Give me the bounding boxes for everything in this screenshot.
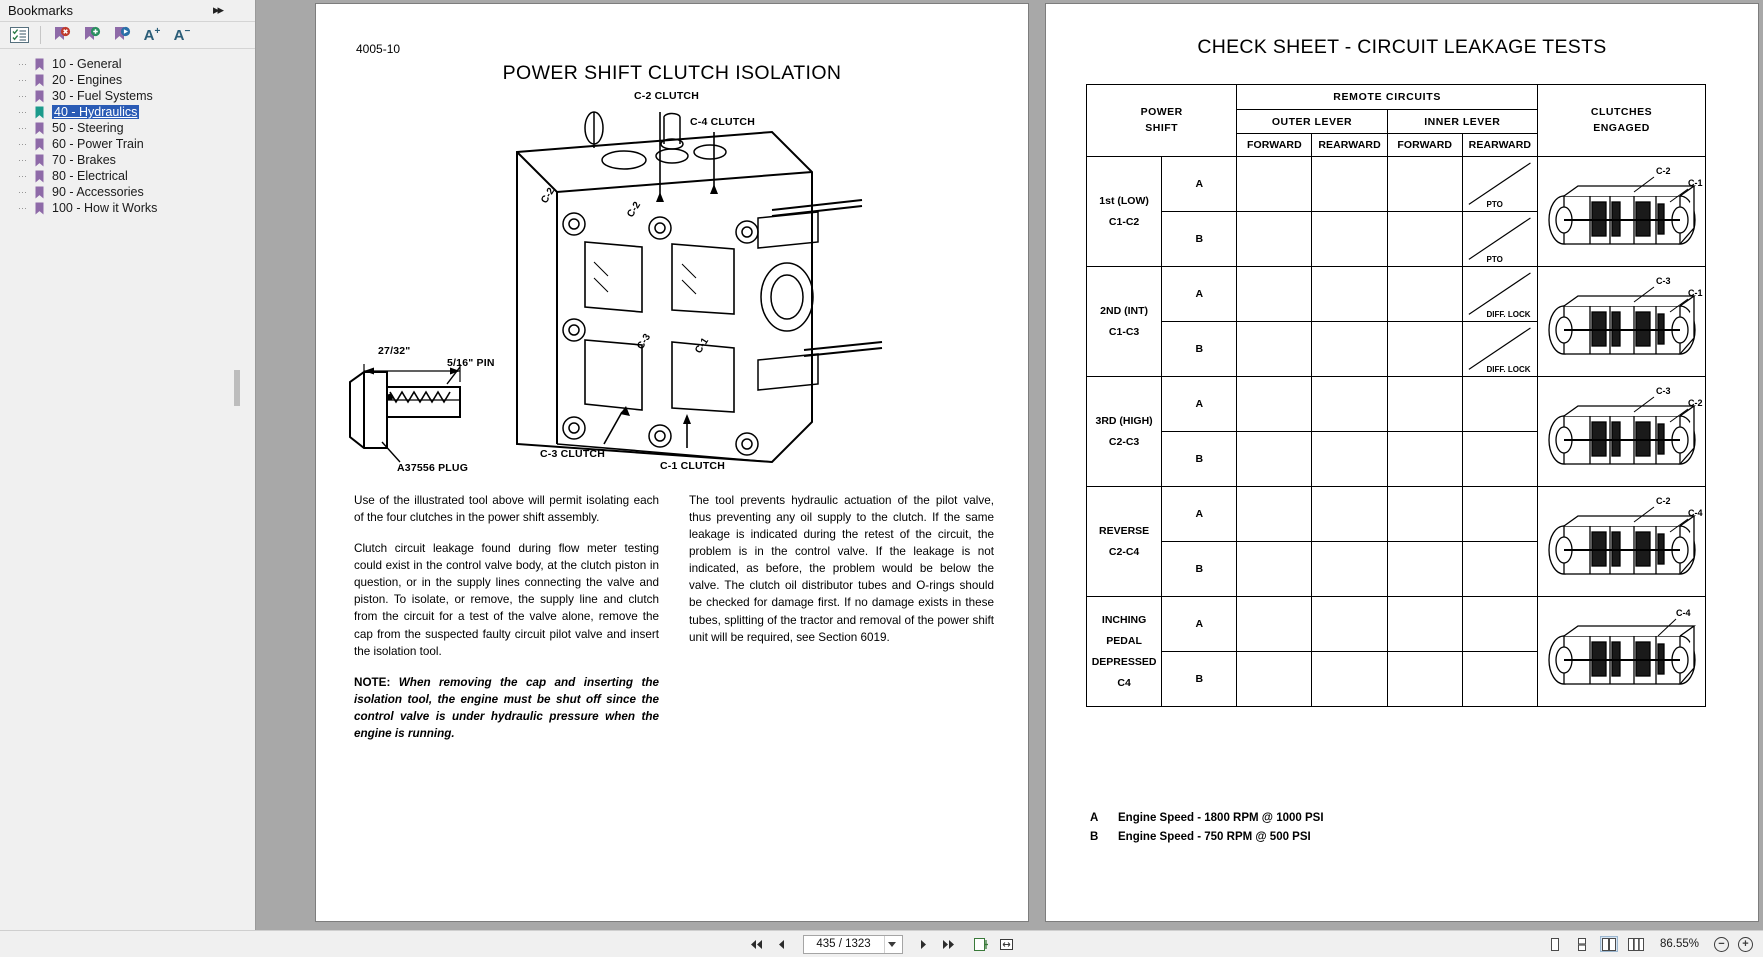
header-inner-lever: INNER LEVER [1387,110,1537,134]
leakage-entry-cell[interactable] [1462,212,1537,267]
leakage-entry-cell[interactable] [1312,432,1387,487]
gear-label-line: 3RD (HIGH) [1095,414,1153,427]
svg-text:C-3: C-3 [1656,385,1671,396]
svg-text:C-4: C-4 [1676,607,1691,618]
bookmark-item-label: 40 - Hydraulics [54,105,138,119]
leakage-entry-cell[interactable] [1237,212,1312,267]
figure-label-c2-clutch: C-2 CLUTCH [634,90,699,102]
two-page-cover-view-icon[interactable] [1627,936,1645,952]
clutch-assembly-diagram [1538,598,1705,706]
leakage-entry-cell[interactable] [1462,487,1537,542]
gear-label-line: 1st (LOW) [1099,194,1149,207]
leakage-entry-cell[interactable] [1237,542,1312,597]
leakage-entry-cell[interactable] [1237,267,1312,322]
table-legend [1090,809,1324,847]
legend-text: Engine Speed - 750 RPM @ 500 PSI [1118,830,1311,843]
font-increase-letter: A [143,27,155,44]
bookmark-item-label: 30 - Fuel Systems [52,89,153,103]
leakage-entry-cell[interactable] [1312,157,1387,212]
blocked-cell-label: PTO [1486,255,1503,264]
page-number-input[interactable] [804,937,884,951]
bookmarks-panel-title: Bookmarks [8,3,74,18]
legend-row [1090,809,1324,828]
bookmark-item-60[interactable] [0,136,255,152]
bookmark-item-10[interactable] [0,56,255,72]
tree-connector: ··· [18,203,27,213]
speed-condition-cell: A [1162,377,1237,432]
table-row [1087,597,1706,652]
bookmark-flag-icon [32,105,46,119]
gear-label-line: C4 [1117,676,1131,689]
bookmark-item-label: 20 - Engines [52,73,123,87]
leakage-entry-cell[interactable] [1312,267,1387,322]
bookmarks-list [0,49,255,216]
clutch-assembly-diagram [1538,158,1705,266]
page-navigation-group [0,935,1763,954]
header-clutches-line1: CLUTCHES [1590,105,1653,118]
svg-text:C-2: C-2 [1688,397,1703,408]
bookmark-flag-icon [32,89,46,103]
tree-connector: ··· [18,155,27,165]
legend-row [1090,828,1324,847]
leakage-entry-cell[interactable] [1387,652,1462,707]
header-outer-rearward: REARWARD [1312,134,1387,157]
legend-key: A [1090,812,1099,824]
tree-connector: ··· [18,59,27,69]
clutches-engaged-diagram-cell [1538,487,1706,597]
bookmark-options-icon[interactable] [107,23,137,47]
svg-text:C-1: C-1 [1688,177,1703,188]
bookmark-item-label: 60 - Power Train [52,137,144,151]
pdf-page-right [1046,4,1758,921]
speed-condition-cell: A [1162,157,1237,212]
tree-connector: ··· [18,187,27,197]
header-remote-circuits: REMOTE CIRCUITS [1237,85,1538,110]
gear-label-line: PEDAL [1106,634,1142,647]
gear-label-cell [1087,157,1162,267]
clutch-assembly-diagram [1538,268,1705,376]
legend-text: Engine Speed - 1800 RPM @ 1000 PSI [1118,812,1324,824]
speed-condition-cell: A [1162,267,1237,322]
leakage-entry-cell[interactable] [1462,157,1537,212]
zoom-in-icon[interactable]: + [1738,937,1753,952]
header-clutches-line2: ENGAGED [1593,121,1650,134]
gear-label-line: C1-C2 [1108,215,1140,228]
svg-text:C-2: C-2 [1656,165,1671,176]
table-head [1087,85,1706,157]
leakage-entry-cell[interactable] [1312,377,1387,432]
gear-label-line: DEPRESSED [1091,655,1157,668]
bookmark-item-90[interactable] [0,184,255,200]
font-decrease-letter: A [173,27,185,44]
toolbar-divider [40,26,41,44]
speed-condition-cell: B [1162,322,1237,377]
font-decrease-icon[interactable]: A− [173,26,191,44]
bookmark-flag-icon [32,57,46,71]
blocked-cell-label: DIFF. LOCK [1486,310,1531,319]
table-header-row-1 [1087,85,1706,110]
header-inner-rearward: REARWARD [1462,134,1537,157]
bookmark-delete-icon[interactable] [47,23,77,47]
leakage-entry-cell[interactable] [1462,542,1537,597]
note-body-text: When removing the cap and inserting the isolation tool, the engine must be shut off since the control valve is under hydraulic pressure when the engine is running. [354,675,659,740]
table-row [1087,267,1706,322]
scrolling-view-icon[interactable] [1573,936,1591,952]
figure-label-plug: A37556 PLUG [397,462,469,474]
leakage-entry-cell[interactable] [1237,652,1312,707]
header-outer-forward: FORWARD [1237,134,1312,157]
clutches-engaged-diagram-cell [1538,157,1706,267]
page-folio-number: 4005-10 [356,42,401,56]
bookmark-item-label: 90 - Accessories [52,185,144,199]
leakage-entry-cell[interactable] [1387,377,1462,432]
leakage-entry-cell[interactable] [1237,322,1312,377]
leakage-entry-cell[interactable] [1237,432,1312,487]
svg-text:C-2: C-2 [539,186,558,206]
svg-text:C-3: C-3 [1656,275,1671,286]
bookmark-item-50[interactable] [0,120,255,136]
speed-condition-cell: B [1162,652,1237,707]
bookmark-item-label: 10 - General [52,57,122,71]
bookmark-item-20[interactable] [0,72,255,88]
bookmark-item-80[interactable] [0,168,255,184]
left-page-body-columns [354,492,994,756]
bookmarks-titlebar [0,0,255,21]
leakage-entry-cell[interactable] [1387,542,1462,597]
svg-text:C-3: C-3 [635,332,654,352]
gear-label-cell [1087,377,1162,487]
gear-label-line: 2ND (INT) [1100,304,1148,317]
speed-condition-cell: B [1162,432,1237,487]
clutches-engaged-diagram-cell [1538,597,1706,707]
figure-label-c4-clutch: C-4 CLUTCH [690,116,755,128]
document-canvas[interactable] [256,0,1763,930]
speed-condition-cell: A [1162,487,1237,542]
leakage-entry-cell[interactable] [1387,597,1462,652]
circuit-leakage-check-table [1086,84,1706,707]
bookmark-item-label: 50 - Steering [52,121,124,135]
leakage-entry-cell[interactable] [1387,487,1462,542]
leakage-entry-cell[interactable] [1312,322,1387,377]
header-outer-lever: OUTER LEVER [1237,110,1387,134]
note-lead-label: NOTE: [354,675,391,689]
bookmarks-panel [0,0,256,930]
bookmark-flag-icon [32,137,46,151]
bookmark-flag-icon [32,73,46,87]
paragraph-clutch-leakage: Clutch circuit leakage found during flow meter testing could exist in the control valve body, at the clutch piston in question, or in the supply lines connecting the valve and piston. To isolate, or remove, the supply line and clutch from the circuit for a test of the valve alone, remove the cap from the suspected faulty circuit pilot valve and insert the isolation tool. [354,542,659,658]
bookmarks-toolbar [0,21,255,49]
bookmark-item-label: 70 - Brakes [52,153,116,167]
tree-connector: ··· [18,91,27,101]
svg-text:C-2: C-2 [625,200,644,220]
leakage-entry-cell[interactable] [1462,267,1537,322]
tree-connector: ··· [18,75,27,85]
single-page-view-icon[interactable] [1546,936,1564,952]
fit-page-icon[interactable] [974,935,990,953]
table-row [1087,157,1706,212]
chevron-down-icon[interactable] [884,936,900,953]
bookmark-item-70[interactable] [0,152,255,168]
zoom-level-label: 86.55% [1659,938,1699,950]
speed-condition-cell: B [1162,212,1237,267]
leakage-entry-cell[interactable] [1387,157,1462,212]
leakage-entry-cell[interactable] [1237,597,1312,652]
svg-text:C-2: C-2 [1656,495,1671,506]
leakage-entry-cell[interactable] [1312,652,1387,707]
header-inner-forward: FORWARD [1387,134,1462,157]
bookmark-item-label: 100 - How it Works [52,201,158,215]
last-page-icon[interactable] [941,935,957,953]
bookmark-item-100[interactable] [0,200,255,216]
gear-label-line: INCHING [1101,613,1147,626]
tree-connector: ··· [18,139,27,149]
bookmark-item-40[interactable] [0,104,255,120]
leakage-entry-cell[interactable] [1462,377,1537,432]
legend-key: B [1090,830,1099,843]
leakage-entry-cell[interactable] [1387,267,1462,322]
header-power-shift-line2: SHIFT [1145,121,1179,134]
figure-label-dimension: 27/32" [378,345,411,357]
zoom-out-icon[interactable]: − [1714,937,1729,952]
two-page-view-icon[interactable] [1600,936,1618,952]
left-page-title: POWER SHIFT CLUTCH ISOLATION [502,62,842,84]
page-number-box[interactable] [803,935,903,954]
leakage-entry-cell[interactable] [1462,597,1537,652]
leakage-entry-cell[interactable] [1387,432,1462,487]
scroll-tick [234,370,240,406]
clutch-assembly-diagram [1538,488,1705,596]
bookmark-item-30[interactable] [0,88,255,104]
gear-label-line: C1-C3 [1108,325,1140,338]
paragraph-tool-prevents: The tool prevents hydraulic actuation of the pilot valve, thus preventing any oil supply to the clutch. If the same leakage is indicated during the retest of the circuit, the problem is in the control valve. If the leakage is not indicated, as before, the problem would be below the valve. The clutch oil distributor tubes and O-rings should be checked for damage first. If no damage exists in these tubes, splitting of the tractor and removal of the power shift unit will be required, see Section 6019. [689,494,994,644]
table-body [1087,157,1706,707]
bookmark-flag-icon [32,169,46,183]
leakage-entry-cell[interactable] [1237,157,1312,212]
viewer-bottom-toolbar [0,930,1763,957]
leakage-entry-cell[interactable] [1237,487,1312,542]
tree-connector: ··· [18,171,27,181]
gear-label-cell [1087,267,1162,377]
clutches-engaged-diagram-cell [1538,377,1706,487]
svg-text:C-4: C-4 [1688,507,1703,518]
leakage-entry-cell[interactable] [1312,542,1387,597]
power-shift-clutch-isolation-figure [342,92,1002,492]
gear-label-cell [1087,487,1162,597]
figure-label-c1-clutch: C-1 CLUTCH [660,460,725,472]
speed-condition-cell: A [1162,597,1237,652]
body-column-2 [689,492,994,756]
bookmark-flag-icon [32,201,46,215]
leakage-entry-cell[interactable] [1312,597,1387,652]
first-page-icon[interactable] [749,935,765,953]
bookmark-flag-icon [32,185,46,199]
bookmark-flag-icon [32,153,46,167]
checklist-icon[interactable] [4,23,34,47]
clutch-assembly-diagram [1538,378,1705,486]
leakage-entry-cell[interactable] [1312,487,1387,542]
header-power-shift-line1: POWER [1140,105,1183,118]
double-chevron-right-icon[interactable]: ▸▸ [212,2,222,17]
leakage-entry-cell[interactable] [1312,212,1387,267]
leakage-entry-cell[interactable] [1387,212,1462,267]
bookmark-flag-icon [32,121,46,135]
previous-page-icon[interactable] [774,935,790,953]
leakage-entry-cell[interactable] [1237,377,1312,432]
gear-label-line: REVERSE [1098,524,1150,537]
svg-text:C-1: C-1 [1688,287,1703,298]
gear-label-line: C2-C4 [1108,545,1140,558]
header-power-shift [1087,85,1237,157]
bookmark-add-icon[interactable] [77,23,107,47]
note-paragraph [354,674,659,742]
tree-connector: ··· [18,107,27,117]
gear-label-cell [1087,597,1162,707]
leakage-entry-cell[interactable] [1462,652,1537,707]
clutches-engaged-diagram-cell [1538,267,1706,377]
paragraph-tool-use: Use of the illustrated tool above will permit isolating each of the four clutches in the power shift assembly. [354,494,659,525]
right-page-title: CHECK SHEET - CIRCUIT LEAKAGE TESTS [1197,36,1607,58]
header-clutches-engaged [1538,85,1706,157]
leakage-entry-cell[interactable] [1462,432,1537,487]
speed-condition-cell: B [1162,542,1237,597]
font-increase-icon[interactable]: A+ [143,26,161,44]
leakage-entry-cell[interactable] [1387,322,1462,377]
svg-text:C-1: C-1 [693,336,712,356]
blocked-cell-label: DIFF. LOCK [1486,365,1531,374]
gear-label-line: C2-C3 [1108,435,1140,448]
blocked-cell-label: PTO [1486,200,1503,209]
next-page-icon[interactable] [916,935,932,953]
fit-width-icon[interactable] [999,935,1015,953]
figure-label-c3-clutch: C-3 CLUTCH [540,448,605,460]
view-and-zoom-group [1546,936,1753,952]
bookmark-item-label: 80 - Electrical [52,169,128,183]
body-column-1 [354,492,659,756]
figure-label-pin: 5/16" PIN [447,357,495,369]
tree-connector: ··· [18,123,27,133]
table-row [1087,487,1706,542]
pdf-page-left [316,4,1028,921]
leakage-entry-cell[interactable] [1462,322,1537,377]
table-row [1087,377,1706,432]
